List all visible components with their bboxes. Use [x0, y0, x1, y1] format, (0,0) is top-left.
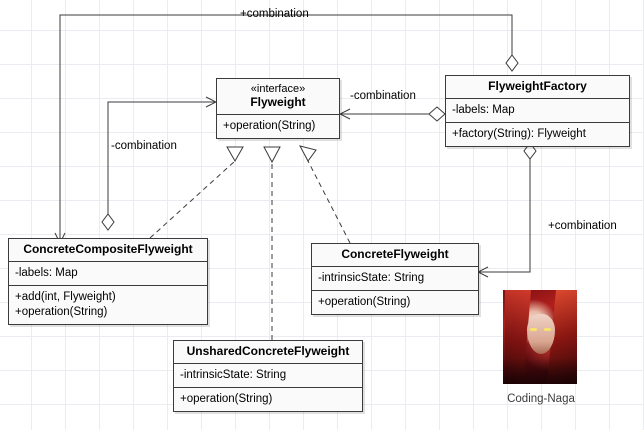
- attribute-item: -intrinsicState: String: [180, 369, 287, 381]
- class-operations-unshared-concrete-flyweight: [174, 387, 362, 411]
- operation-item: +factory(String): Flyweight: [452, 128, 586, 140]
- edge-label-right-combination: +combination: [548, 220, 617, 232]
- class-title-unshared-concrete-flyweight: UnsharedConcreteFlyweight: [186, 344, 350, 358]
- class-title-concrete-flyweight: ConcreteFlyweight: [341, 247, 449, 261]
- portrait-eye-right: [544, 328, 551, 331]
- edge-label-factory-combination: -combination: [350, 90, 416, 102]
- class-attributes-unshared-concrete-flyweight: [174, 363, 362, 387]
- class-header-flyweight-factory: [446, 76, 629, 98]
- watermark-portrait-image: [503, 290, 577, 384]
- operation-item: +add(int, Flyweight): [15, 291, 116, 303]
- operation-item: +operation(String): [180, 393, 273, 405]
- attribute-item: -labels: Map: [15, 267, 78, 279]
- class-title-flyweight-factory: FlyweightFactory: [488, 79, 587, 93]
- class-operations-flyweight-factory: [446, 122, 629, 146]
- operation-item: +operation(String): [318, 296, 411, 308]
- class-operations-flyweight: [217, 114, 339, 138]
- operation-item: +operation(String): [223, 120, 316, 132]
- class-title-flyweight: Flyweight: [250, 95, 306, 109]
- class-operations-concrete-flyweight: [312, 290, 478, 314]
- attribute-item: -labels: Map: [452, 104, 515, 116]
- edge-label-composite-combination: -combination: [111, 140, 177, 152]
- class-box-unshared-concrete-flyweight[interactable]: [173, 340, 363, 412]
- class-box-flyweight[interactable]: [216, 78, 340, 139]
- class-header-concrete-composite-flyweight: [9, 239, 207, 261]
- class-box-concrete-flyweight[interactable]: [311, 243, 479, 315]
- class-header-unshared-concrete-flyweight: [174, 341, 362, 363]
- attribute-item: -intrinsicState: String: [318, 272, 425, 284]
- portrait-eye-left: [530, 328, 537, 331]
- class-header-concrete-flyweight: [312, 244, 478, 266]
- class-attributes-flyweight-factory: [446, 98, 629, 122]
- operation-item: +operation(String): [15, 306, 108, 318]
- class-title-concrete-composite-flyweight: ConcreteCompositeFlyweight: [23, 242, 193, 256]
- class-attributes-concrete-composite-flyweight: [9, 261, 207, 285]
- class-box-concrete-composite-flyweight[interactable]: [8, 238, 208, 325]
- edge-label-top-combination: +combination: [240, 8, 309, 20]
- class-box-flyweight-factory[interactable]: [445, 75, 630, 147]
- class-operations-concrete-composite-flyweight: [9, 285, 207, 324]
- class-header-flyweight: [217, 79, 339, 114]
- watermark-caption: Coding-Naga: [507, 393, 575, 405]
- class-attributes-concrete-flyweight: [312, 266, 478, 290]
- class-stereotype-flyweight: «interface»: [250, 83, 306, 95]
- portrait-shadow: [503, 358, 577, 384]
